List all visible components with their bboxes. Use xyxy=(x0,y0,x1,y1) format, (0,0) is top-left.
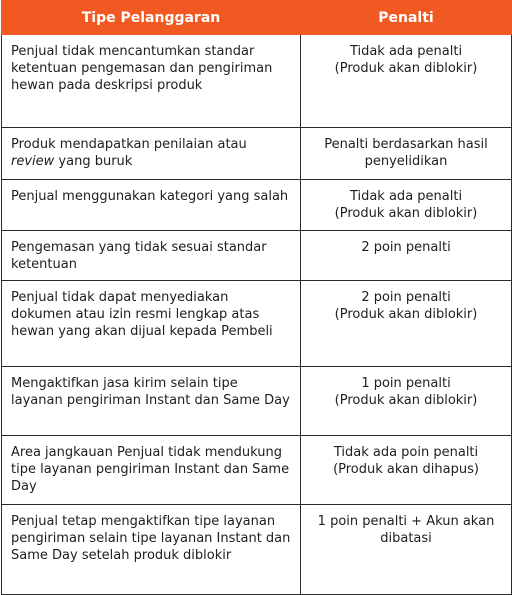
table-row xyxy=(2,180,512,231)
violation-cell: Penjual tidak mencantumkan standar ketentuan pengemasan dan pengiriman hewan pada deskripsi produk xyxy=(2,35,301,128)
table-row xyxy=(2,436,512,505)
violation-cell: Penjual tidak dapat menyediakan dokumen atau izin resmi lengkap atas hewan yang akan dijual kepada Pembeli xyxy=(2,281,301,367)
penalty-cell: Tidak ada penalti (Produk akan diblokir) xyxy=(301,180,512,231)
violation-text: Produk mendapatkan penilaian atau xyxy=(11,137,247,152)
penalty-table xyxy=(1,0,512,595)
violation-cell: Mengaktifkan jasa kirim selain tipe layanan pengiriman Instant dan Same Day xyxy=(2,367,301,436)
violation-text: yang buruk xyxy=(54,154,133,169)
table-header-row xyxy=(2,1,512,35)
penalty-cell: 2 poin penalti (Produk akan diblokir) xyxy=(301,281,512,367)
penalty-cell: Tidak ada penalti (Produk akan diblokir) xyxy=(301,35,512,128)
table-row xyxy=(2,128,512,180)
table-row xyxy=(2,35,512,128)
violation-cell xyxy=(2,128,301,180)
table-row xyxy=(2,367,512,436)
penalty-cell: 1 poin penalti (Produk akan diblokir) xyxy=(301,367,512,436)
table-row xyxy=(2,505,512,595)
violation-cell: Penjual menggunakan kategori yang salah xyxy=(2,180,301,231)
penalty-cell: Tidak ada poin penalti (Produk akan dihapus) xyxy=(301,436,512,505)
violation-emphasis: review xyxy=(11,154,55,169)
penalty-cell: 1 poin penalti + Akun akan dibatasi xyxy=(301,505,512,595)
violation-cell: Penjual tetap mengaktifkan tipe layanan pengiriman selain tipe layanan Instant dan Same Day setelah produk diblokir xyxy=(2,505,301,595)
header-penalty: Penalti xyxy=(301,1,512,35)
violation-cell: Area jangkauan Penjual tidak mendukung tipe layanan pengiriman Instant dan Same Day xyxy=(2,436,301,505)
penalty-cell: Penalti berdasarkan hasil penyelidikan xyxy=(301,128,512,180)
table-row xyxy=(2,281,512,367)
violation-cell: Pengemasan yang tidak sesuai standar ketentuan xyxy=(2,231,301,281)
table-row xyxy=(2,231,512,281)
penalty-cell: 2 poin penalti xyxy=(301,231,512,281)
header-violation-type: Tipe Pelanggaran xyxy=(2,1,301,35)
